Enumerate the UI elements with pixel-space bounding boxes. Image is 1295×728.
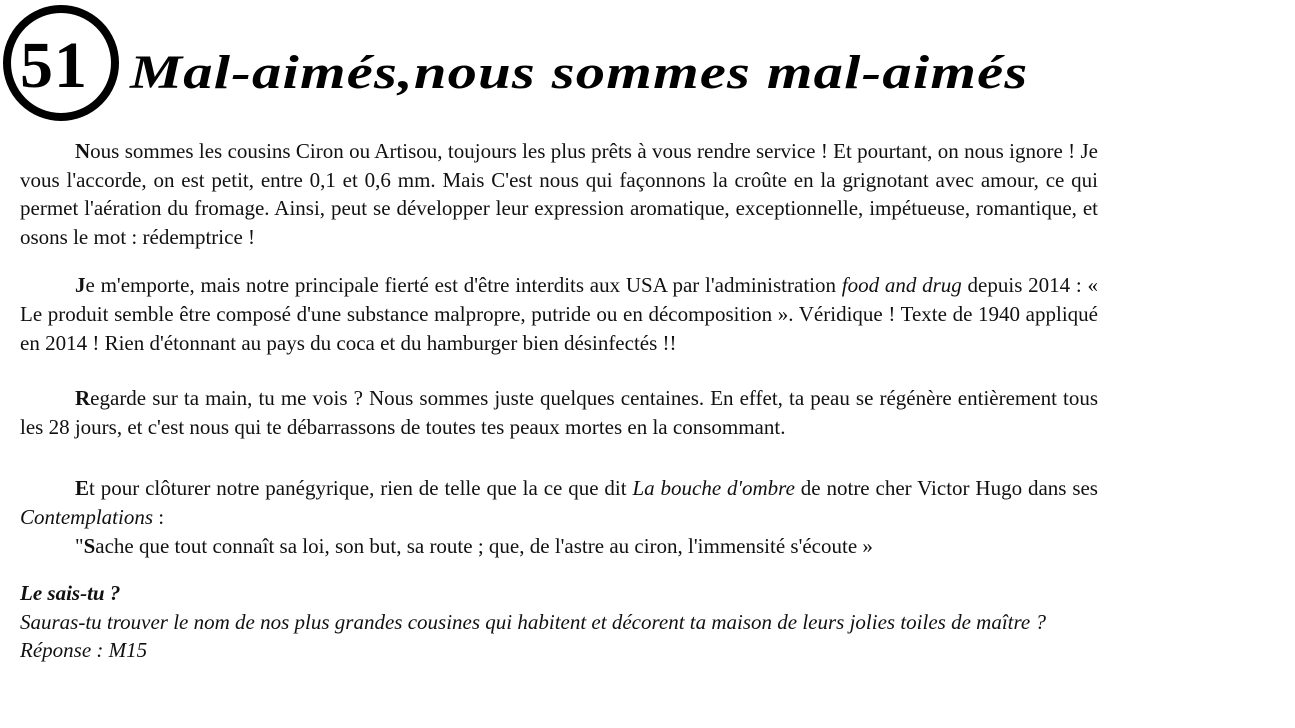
quote-text: ache que tout connaît sa loi, son but, sa route ; que, de l'astre au ciron, l'immensité s'écoute » [95, 533, 873, 558]
italic-term: food and drug [841, 273, 962, 298]
paragraph-1 [20, 137, 1098, 251]
paragraph-text: egarde sur ta main, tu me vois ? Nous sommes juste quelques centaines. En effet, ta peau se régénère entièrement tous les 28 jours, et c'est nous qui te débarrassons de toutes tes peaux mortes en la consommant. [20, 386, 1098, 439]
did-you-know-title: Le sais-tu ? [20, 581, 121, 606]
italic-title: Contemplations [20, 504, 154, 529]
paragraph-4 [20, 474, 1098, 531]
drop-letter: J [75, 273, 86, 298]
paragraph-text: depuis 2014 : « Le produit semble être composé d'une substance malpropre, putride ou en décomposition ». Véridique ! Texte de 1940 appliqué en 2014 ! Rien d'étonnant au pays du coca et du hamburger bien désinfectés !! [20, 273, 1098, 355]
drop-letter: E [75, 476, 90, 501]
drop-letter: S [83, 533, 96, 558]
did-you-know-answer: Réponse : M15 [20, 638, 148, 663]
paragraph-3 [20, 384, 1098, 441]
drop-letter: R [75, 386, 91, 411]
did-you-know-box [20, 579, 1098, 665]
hugo-quote [20, 532, 1098, 561]
page-number: 51 [20, 29, 88, 102]
drop-letter: N [75, 139, 91, 163]
article-body [20, 137, 1098, 665]
italic-title: La bouche d'ombre [632, 476, 795, 501]
paragraph-text: ous sommes les cousins Ciron ou Artisou, toujours les plus prêts à vous rendre service ! Et pourtant, on nous ignore ! Je vous l'accorde, on est petit, entre 0,1 et 0,6 mm. Mais C'est nous qui façonnons la croûte en la grignotant avec amour, ce qui permet l'aération du fromage. Ainsi, peut se développer leur expression aromatique, exceptionnelle, impétueuse, romantique, et osons le mot : rédemptrice ! [20, 139, 1098, 249]
quote-mark: " [75, 533, 84, 558]
paragraph-text: de notre cher Victor Hugo dans ses [794, 476, 1098, 501]
paragraph-2 [20, 271, 1098, 357]
paragraph-text: t pour clôturer notre panégyrique, rien de telle que la ce que dit [89, 476, 633, 501]
did-you-know-question: Sauras-tu trouver le nom de nos plus grandes cousines qui habitent et décorent ta maison de leurs jolies toiles de maître ? [20, 609, 1046, 634]
paragraph-text: e m'emporte, mais notre principale fierté est d'être interdits aux USA par l'administration [85, 273, 842, 298]
page-title: Mal-aimés,nous sommes mal-aimés [130, 46, 1029, 99]
paragraph-text: : [153, 504, 165, 529]
